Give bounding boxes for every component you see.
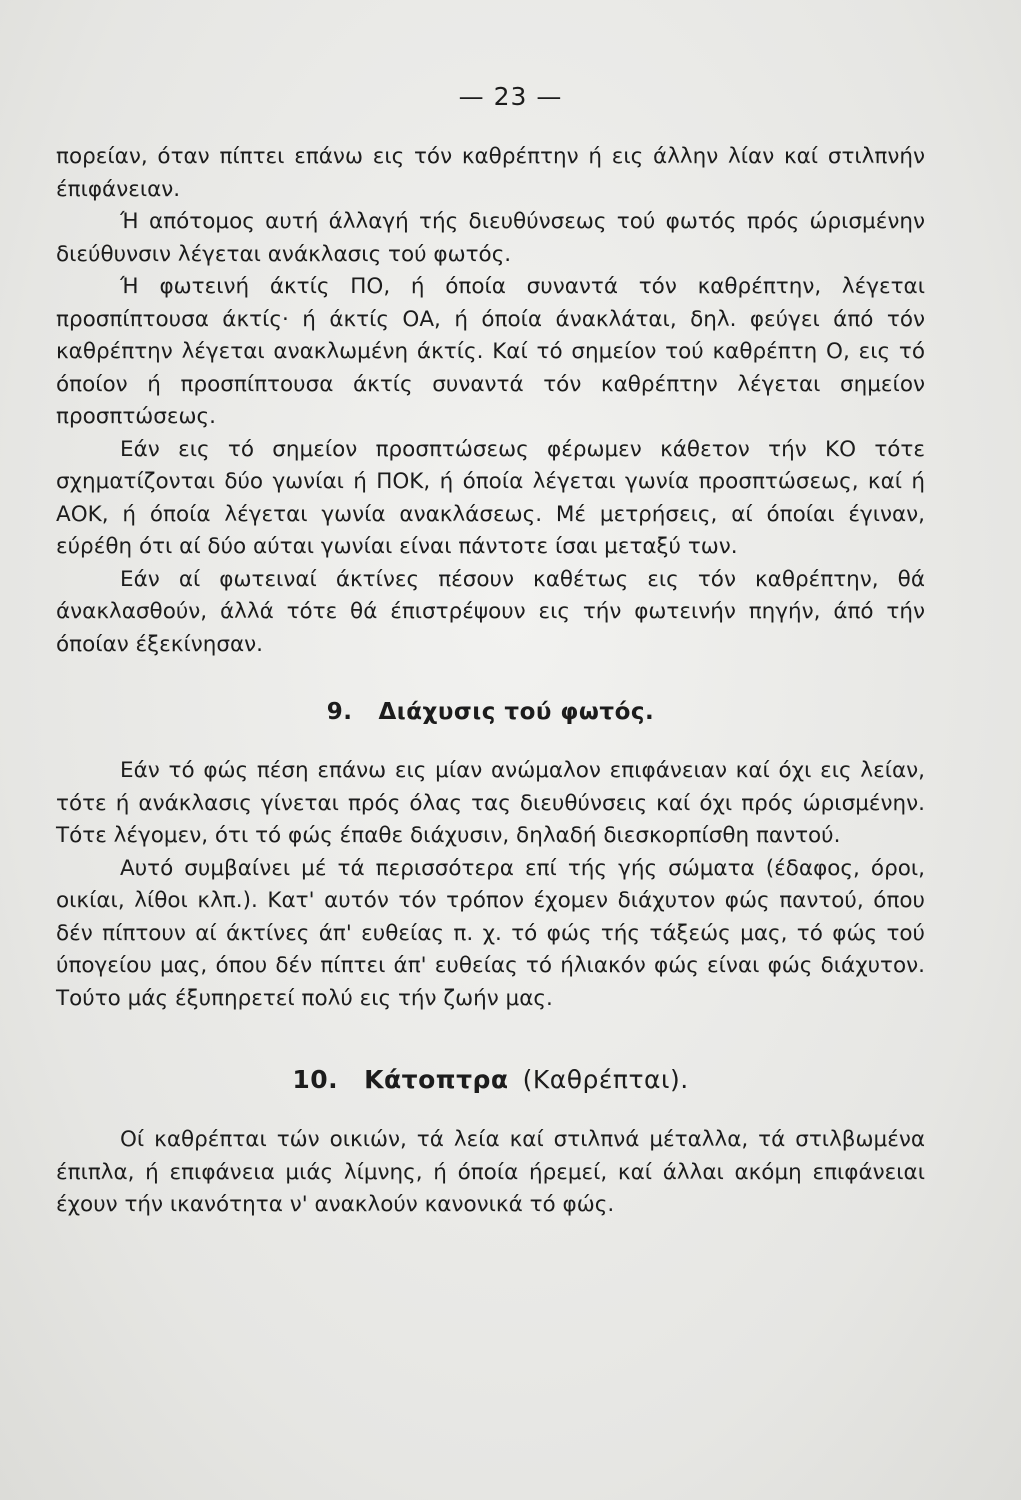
section-9-number: 9.	[326, 699, 353, 725]
paragraph: Αυτό συμβαίνει μέ τά περισσότερα επί τής γής σώματα (έδαφος, όροι, οικίαι, λίθοι κλπ.). Κατ' αυτόν τόν τρόπον έχομεν διάχυτον φώς παντού, όπου δέν πίπτουν αί άκτίνες άπ' ευθείας π. χ. τό φώς τής τάξεώς μας, τό φώς τού ύπογείου μας, όπου δέν πίπτει άπ' ευθείας τό ήλιακόν φώς είναι φώς διάχυτον. Τούτο μάς έξυπηρετεί πολύ εις τήν ζωήν μας.	[56, 855, 925, 1011]
section-10-number: 10.	[292, 1065, 339, 1094]
paragraph: Οί καθρέπται τών οικιών, τά λεία καί στιλπνά μέταλλα, τά στιλβωμένα έπιπλα, ή επιφάνεια μιάς λίμνης, ή όποία ήρεμεί, καί άλλαι ακόμη επιφάνειαι έχουν τήν ικανότητα ν' ανακλούν κανονικά τό φώς.	[56, 1127, 925, 1217]
paragraph: Εάν αί φωτειναί άκτίνες πέσουν καθέτως εις τόν καθρέπτην, θά άνακλασθούν, άλλά τότε θά έπιστρέψουν εις τήν φωτεινήν πηγήν, άπό τήν όποίαν έξεκίνησαν.	[56, 566, 925, 657]
section-10-title: Κάτοπτρα	[364, 1065, 509, 1094]
text-block-top	[56, 141, 925, 661]
paragraph: Ή απότομος αυτή άλλαγή τής διευθύνσεως τού φωτός πρός ώρισμένην διεύθυνσιν λέγεται ανάκλασις τού φωτός.	[56, 209, 925, 267]
text-block-middle	[56, 755, 925, 1015]
section-10-subtitle: (Καθρέπται).	[522, 1065, 689, 1094]
paragraph: Ή φωτεινή άκτίς ΠΟ, ή όποία συναντά τόν καθρέπτην, λέγεται προσπίπτουσα άκτίς· ή άκτίς ΟΑ, ή όποία άνακλάται, δηλ. φεύγει άπό τόν καθρέπτην λέγεται ανακλωμένη άκτίς. Καί τό σημείον τού καθρέπτη Ο, εις τό όποίον ή προσπίπτουσα άκτίς συναντά τόν καθρέπτην λέγεται σημείον προσπτώσεως.	[56, 274, 925, 429]
section-10-heading	[56, 1065, 925, 1094]
paragraph: Εάν τό φώς πέση επάνω εις μίαν ανώμαλον επιφάνειαν καί όχι εις λείαν, τότε ή ανάκλασις γίνεται πρός όλας τας διευθύνσεις καί όχι πρός ώρισμένην. Τότε λέγομεν, ότι τό φώς έπαθε διάχυσιν, δηλαδή διεσκορπίσθη παντού.	[56, 758, 925, 848]
paragraph: πορείαν, όταν πίπτει επάνω εις τόν καθρέπτην ή εις άλλην λίαν καί στιλπνήν έπιφάνειαν.	[56, 144, 925, 202]
text-block-bottom	[56, 1124, 925, 1222]
section-9-title: Διάχυσις τού φωτός.	[378, 699, 655, 725]
page-number: — 23 —	[458, 82, 563, 111]
paragraph: Εάν εις τό σημείον προσπτώσεως φέρωμεν κάθετον τήν ΚΟ τότε σχηματίζονται δύο γωνίαι ή ΠΟΚ, ή όποία λέγεται γωνία προσπτώσεως, καί ή ΑΟΚ, ή όποία λέγεται γωνία ανακλάσεως. Μέ μετρήσεις, αί όποίαι έγιναν, εύρέθη ότι αί δύο αύται γωνίαι είναι πάντοτε ίσαι μεταξύ των.	[56, 436, 925, 559]
section-9-heading	[56, 699, 925, 725]
